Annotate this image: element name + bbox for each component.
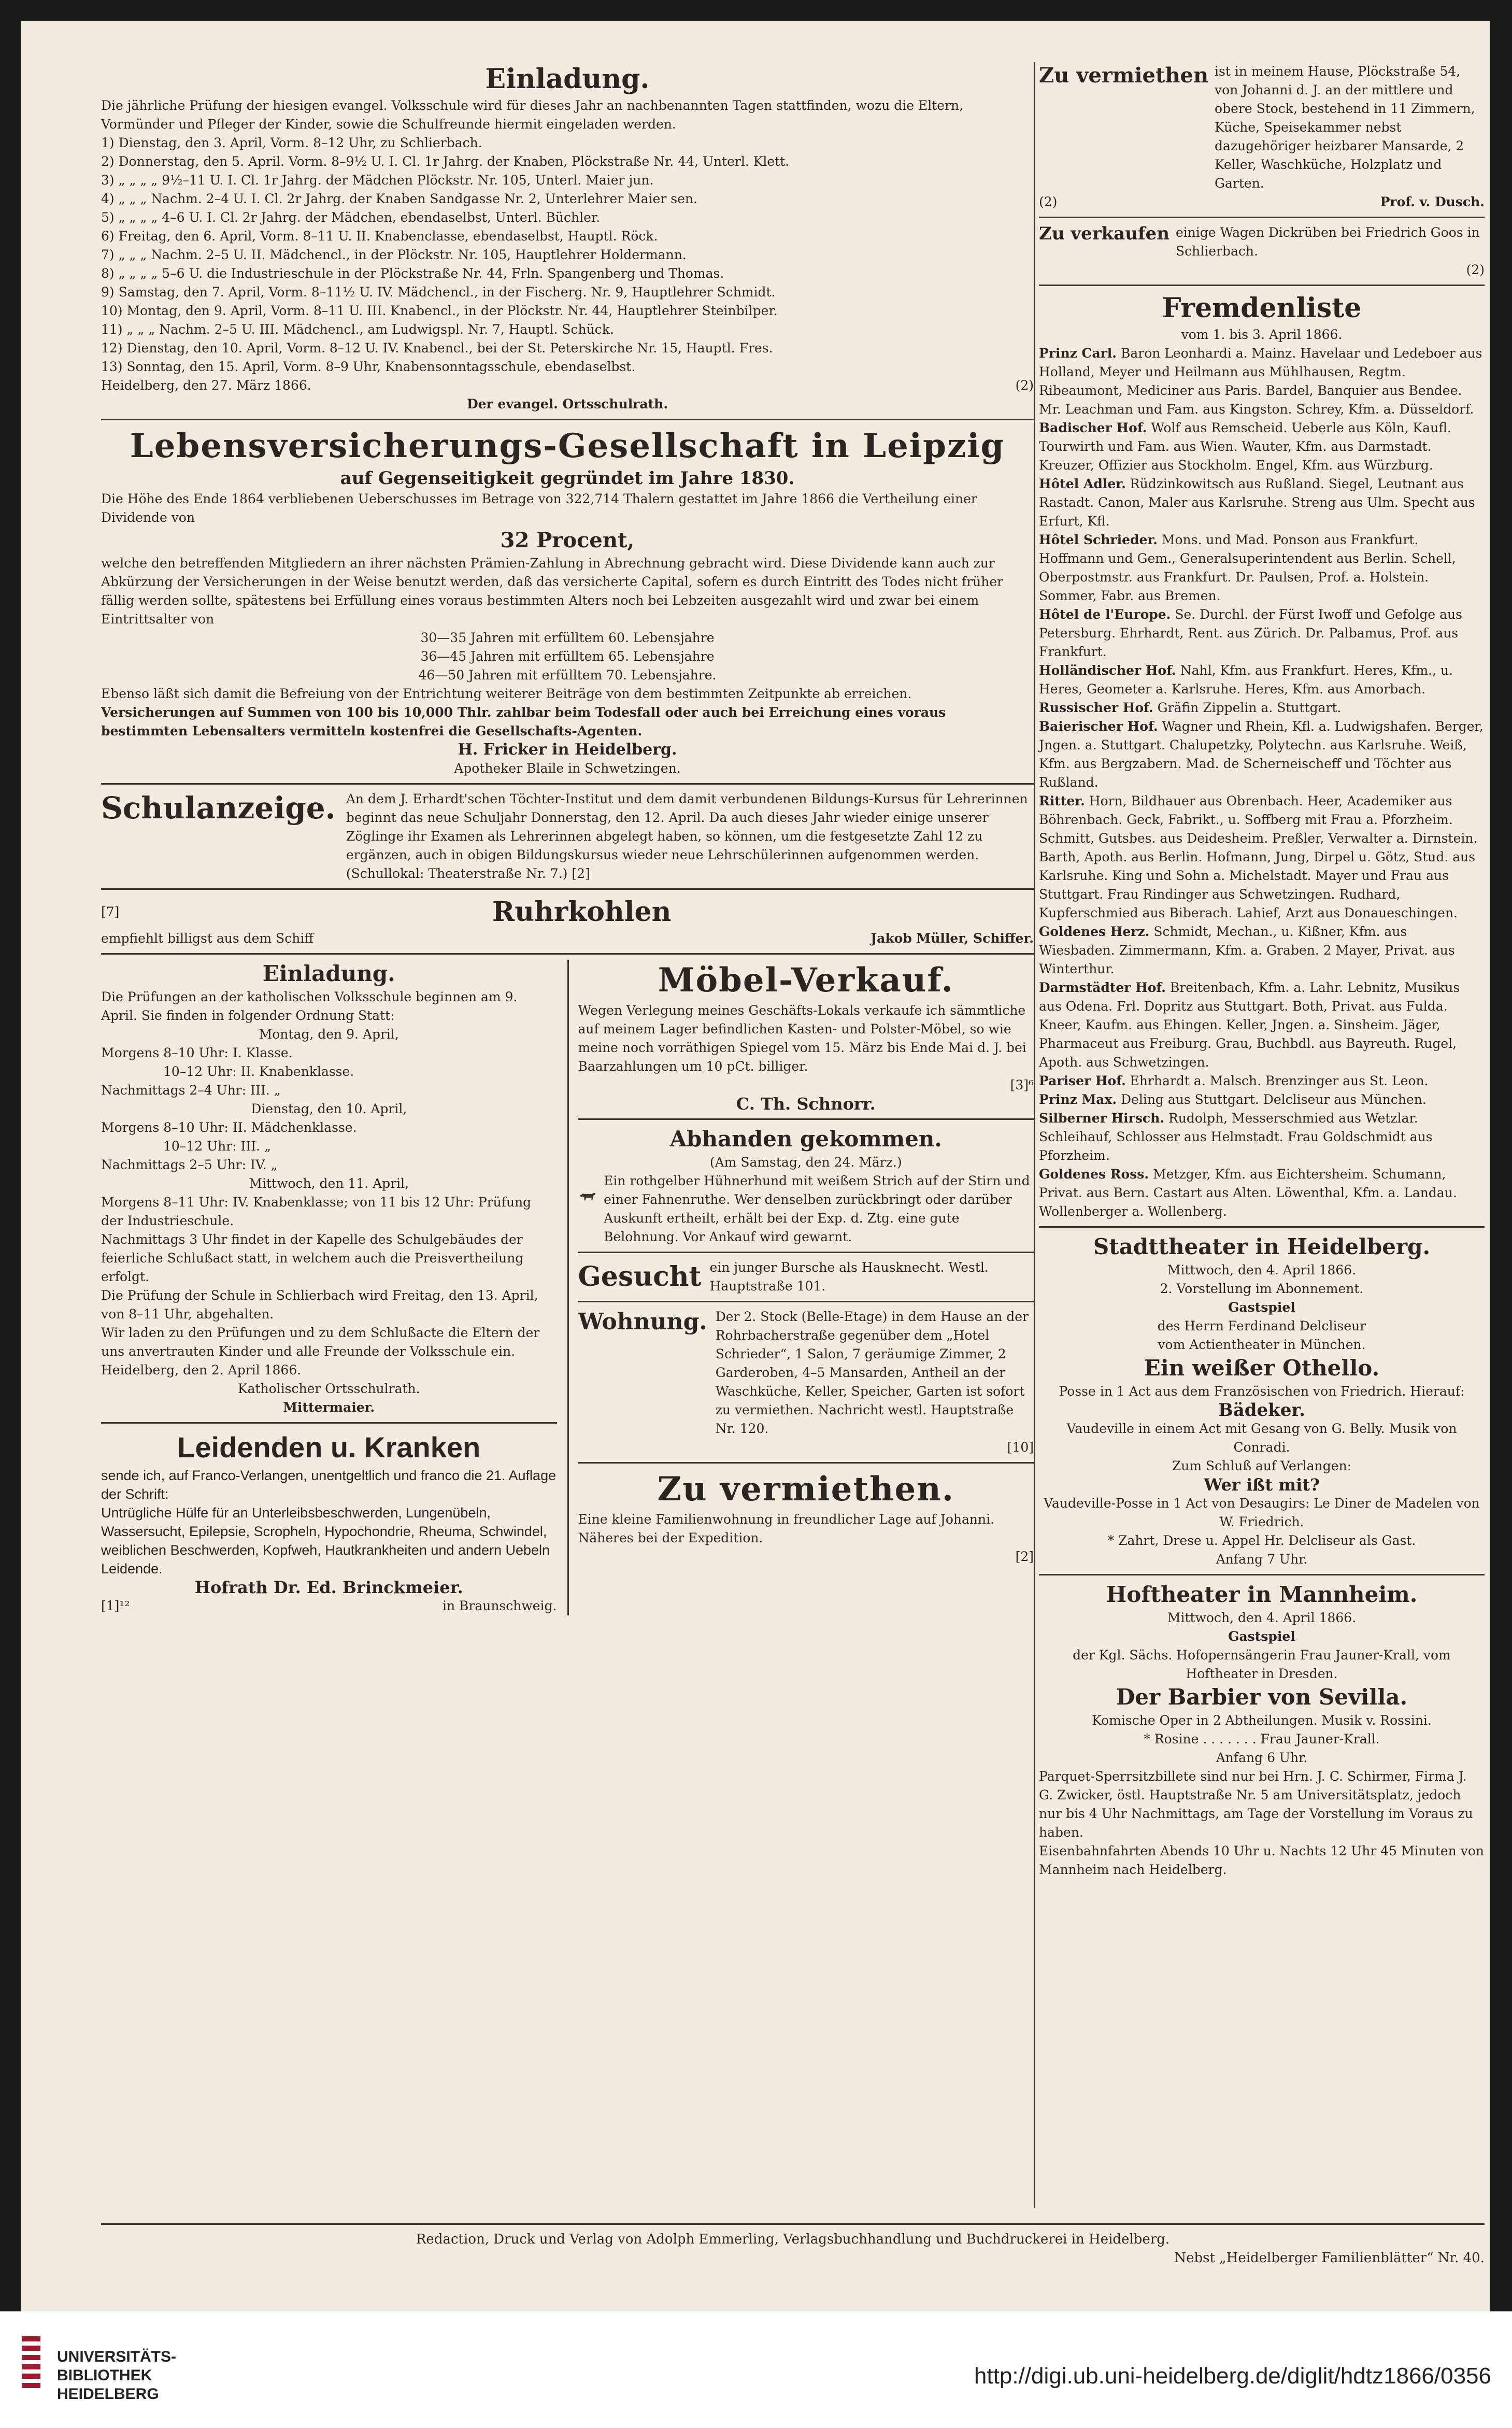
divider <box>578 1462 1034 1464</box>
leiden-text2: Untrügliche Hülfe für an Unterleibsbeschwerden, Lungenübeln, Wassersucht, Epilepsie, Scropheln, Hypochondrie, Rheuma, Schwindel, weiblichen Beschwerden, Kopfweh, Hautkrankheiten und andern Uebeln Leidende. <box>101 1505 550 1577</box>
library-logo-icon <box>15 2332 51 2410</box>
abhanden-ad <box>578 1125 1034 1246</box>
einladung-date: Heidelberg, den 27. März 1866. <box>101 378 311 393</box>
wohnung-ad <box>578 1308 1034 1457</box>
einladung-evangel <box>101 62 1034 414</box>
column-divider <box>1034 62 1035 2208</box>
divider <box>101 2223 1485 2225</box>
lebensversicherung-ad <box>101 425 1034 778</box>
list-item: 12) Dienstag, den 10. April, Vorm. 8–12 U. IV. Knabencl., bei der St. Peterskirche Nr. 15, Hauptl. Fres. <box>101 340 773 356</box>
fremden-title: Fremdenliste <box>1162 292 1362 324</box>
lower-left-col-b <box>567 960 1034 1615</box>
list-item: Badischer Hof. Wolf aus Remscheid. Ueberle aus Köln, Kaufl. Tourwirth und Fam. aus Wien. Wauter, Kfm. aus Darmstadt. Kreuzer, Offizier aus Stockholm. Engel, Kfm. aus Würzburg. <box>1039 420 1451 473</box>
wohnung-text: Der 2. Stock (Belle-Etage) in dem Hause an der Rohrbacherstraße gegenüber dem „Hotel Schrieder“, 1 Salon, 7 geräumige Zimmer, 2 Garderoben, 4–5 Mansarden, Antheil an der Waschküche, Keller, Speicher, Garten ist sofort zu vermiethen. Nachricht westl. Hauptstraße Nr. 120. <box>715 1309 1029 1436</box>
list-item: Russischer Hof. Gräfin Zippelin a. Stuttgart. <box>1039 700 1342 715</box>
list-item: 2) Donnerstag, den 5. April. Vorm. 8–9½ U. I. Cl. 1r Jahrg. der Knaben, Plöckstraße Nr. 44, Unterl. Klett. <box>101 154 790 169</box>
moebel-text: Wegen Verlegung meines Geschäfts-Lokals verkaufe ich sämmtliche auf meinem Lager befindlichen Kasten- und Polster-Möbel, so wie meine noch vorräthigen Spiegel vom 15. März bis Ende Mai d. J. bei Baarzahlungen um 10 pCt. billiger. <box>578 1003 1026 1074</box>
list-item: 13) Sonntag, den 15. April, Vorm. 8–9 Uhr, Knabensonntagsschule, ebendaselbst. <box>101 359 636 374</box>
wohnung-title: Wohnung. <box>578 1309 707 1335</box>
leben-agent-2: Apotheker Blaile in Schwetzingen. <box>454 761 681 776</box>
stadttheater-play: Ein weißer Othello. <box>1144 1355 1380 1381</box>
verkaufen-title: Zu verkaufen <box>1039 223 1169 244</box>
imprint-line: Nebst „Heidelberger Familienblätter“ Nr. 40. <box>1174 2250 1485 2266</box>
hoftheater-line: der Kgl. Sächs. Hofopernsängerin Frau Jauner-Krall, vom Hoftheater in Dresden. <box>1073 1648 1451 1681</box>
kath-line: Katholischer Ortsschulrath. <box>237 1381 420 1396</box>
stadttheater-date: Mittwoch, den 4. April 1866. <box>1167 1262 1357 1277</box>
kath-line: Montag, den 9. April, <box>259 1027 399 1042</box>
einladung-footer <box>101 376 1034 395</box>
library-name-line: UNIVERSITÄTS- <box>57 2348 177 2365</box>
leiden-sig: Hofrath Dr. Ed. Brinckmeier. <box>194 1578 463 1597</box>
zuverm-text: ist in meinem Hause, Plöckstraße 54, von Johanni d. J. an der mittlere und obere Stock, bestehend in 11 Zimmern, Küche, Speisekammer nebst dazugehöriger heizbarer Mansarde, 2 Keller, Waschküche, Holzplatz und Garten. <box>1215 64 1475 191</box>
divider <box>1039 285 1485 286</box>
list-item: Hôtel de l'Europe. Se. Durchl. der Fürst Iwoff und Gefolge aus Petersburg. Ehrhardt, Rent. aus Zürich. Dr. Palbamus, Prof. aus Frankfurt. <box>1039 607 1462 659</box>
zuverm-title: Zu vermiethen <box>1039 63 1209 88</box>
divider <box>101 888 1034 890</box>
verkaufen-ref: (2) <box>1466 262 1485 277</box>
divider <box>1039 217 1485 218</box>
kath-line: Nachmittags 2–4 Uhr: III. „ <box>101 1083 281 1098</box>
moebel-ref: [3]⁶ <box>1010 1077 1034 1092</box>
leben-p3: Ebenso läßt sich damit die Befreiung von der Entrichtung weiterer Beiträge von dem bestimmten Zeitpunkte ab erreichen. <box>101 686 912 701</box>
ruhr-title: Ruhrkohlen <box>492 896 672 928</box>
stadttheater-play: Bädeker. <box>1218 1400 1305 1421</box>
source-url[interactable]: http://digi.ub.uni-heidelberg.de/diglit/hdtz1866/0356 <box>974 2363 1491 2389</box>
stadttheater-line: * Zahrt, Drese u. Appel Hr. Delcliseur als Gast. <box>1107 1533 1416 1548</box>
stadttheater-line: Vaudeville-Posse in 1 Act von Desaugirs: Le Diner de Madelen von W. Friedrich. <box>1044 1496 1480 1529</box>
zuverm-sig: Prof. v. Dusch. <box>1380 194 1485 209</box>
kath-line: Mittwoch, den 11. April, <box>249 1176 409 1191</box>
einladung-title: Einladung. <box>485 63 650 95</box>
ruhr-ref: [7] <box>101 904 120 919</box>
leiden-title: Leidenden u. Kranken <box>177 1431 481 1464</box>
leben-dividend: 32 Procent, <box>500 528 635 552</box>
kath-line: Nachmittags 3 Uhr findet in der Kapelle des Schulgebäudes der feierliche Schlußact statt, in welchem auch die Preisvertheilung erfolgt. <box>101 1232 524 1284</box>
schulanzeige-ad <box>101 790 1034 883</box>
vermieth-title: Zu vermiethen. <box>657 1470 955 1509</box>
divider <box>101 1422 557 1424</box>
hoftheater-title: Hoftheater in Mannheim. <box>1106 1582 1418 1607</box>
stadttheater-line: Vaudeville in einem Act mit Gesang von G. Belly. Musik von Conradi. <box>1066 1421 1457 1455</box>
library-name <box>57 2348 176 2404</box>
fremdenliste <box>1039 291 1485 1221</box>
stadttheater-line: Zum Schluß auf Verlangen: <box>1172 1458 1352 1473</box>
list-item: 5) „ „ „ „ 4–6 U. I. Cl. 2r Jahrg. der Mädchen, ebendaselbst, Unterl. Büchler. <box>101 210 601 225</box>
list-item: Silberner Hirsch. Rudolph, Messerschmied aus Wetzlar. Schleihauf, Schlosser aus Helmstadt. Frau Goldschmidt aus Pforzheim. <box>1039 1111 1433 1163</box>
moebel-ad <box>578 960 1034 1113</box>
lower-left-col-a <box>101 960 557 1615</box>
list-item: 6) Freitag, den 6. April, Vorm. 8–11 U. II. Knabenclasse, ebendaselbst, Hauptl. Röck. <box>101 229 658 244</box>
schul-title: Schulanzeige. <box>101 790 336 826</box>
list-item: 7) „ „ „ Nachm. 2–5 U. II. Mädchencl., in der Plöckstr. Nr. 105, Hauptlehrer Holdermann. <box>101 247 687 262</box>
kath-intro: Die Prüfungen an der katholischen Volksschule beginnen am 9. April. Sie finden in folgender Ordnung Statt: <box>101 989 518 1023</box>
gesucht-ad <box>578 1258 1034 1296</box>
vermieth-ref: [2] <box>1015 1549 1034 1564</box>
leben-p4: Versicherungen auf Summen von 100 bis 10,000 Thlr. zahlbar beim Todesfall oder auch bei Erreichung eines voraus bestimmten Lebensalters vermitteln kostenfrei die Gesellschafts-Agenten. <box>101 705 946 739</box>
kath-line: Morgens 8–11 Uhr: IV. Knabenklasse; von 11 bis 12 Uhr: Prüfung der Industrieschule. <box>101 1195 532 1228</box>
list-item: Darmstädter Hof. Breitenbach, Kfm. a. Lahr. Lebnitz, Musikus aus Odena. Frl. Dopritz aus Stuttgart. Both, Privat. aus Fulda. Kneer, Kaufm. aus Ehingen. Keller, Jngen. a. Sinsheim. Jäger, Pharmaceut aus Freiburg. Grau, Buchbdl. aus Bayreuth. Rugel, Apoth. aus Schwetzingen. <box>1039 980 1460 1070</box>
zu-vermiethen-ad <box>1039 62 1485 211</box>
kath-line: Heidelberg, den 2. April 1866. <box>101 1362 302 1378</box>
leben-agent-1: H. Fricker in Heidelberg. <box>458 741 677 759</box>
einladung-intro: Die jährliche Prüfung der hiesigen evangel. Volksschule wird für dieses Jahr an nachbenannten Tagen stattfinden, wozu die Eltern, Vormünder und Pfleger der Kinder, sowie die Schulfreunde hiermit eingeladen werden. <box>101 98 964 132</box>
moebel-title: Möbel-Verkauf. <box>658 961 954 1000</box>
wohnung-ref: [10] <box>1007 1440 1034 1455</box>
stadttheater-play: Wer ißt mit? <box>1204 1475 1320 1495</box>
ruhr-text: empfiehlt billigst aus dem Schiff <box>101 931 314 946</box>
moebel-sig: C. Th. Schnorr. <box>736 1094 876 1114</box>
kath-line: 10–12 Uhr: II. Knabenklasse. <box>163 1064 354 1079</box>
divider <box>101 419 1034 420</box>
hoftheater-line: * Rosine . . . . . . . Frau Jauner-Krall. <box>1144 1731 1380 1747</box>
hoftheater-date: Mittwoch, den 4. April 1866. <box>1167 1610 1357 1625</box>
gesucht-text: ein junger Bursche als Hausknecht. Westl. Hauptstraße 101. <box>709 1260 989 1294</box>
left-column <box>101 62 1034 1615</box>
zu-verkaufen-ad <box>1039 223 1485 279</box>
list-item: 10) Montag, den 9. April, Vorm. 8–11 U. III. Knabencl., in der Plöckstr. Nr. 44, Hauptlehrer Steinbilper. <box>101 303 778 318</box>
library-name-line: HEIDELBERG <box>57 2386 159 2403</box>
divider <box>578 1118 1034 1120</box>
divider <box>1039 1226 1485 1228</box>
schul-text: An dem J. Erhardt'schen Töchter-Institut und dem damit verbundenen Bildungs-Kursus für Lehrerinnen beginnt das neue Schuljahr Donnerstag, den 12. April. Da auch dieses Jahr wieder einige unserer Zöglinge ihr Examen als Lehrerinnen abgelegt haben, so können, um die festgesetzte Zahl 12 zu ergänzen, auch in obigen Bildungskursus wieder neue Lehrschülerinnen aufgenommen werden. (Schullokal: Theaterstraße Nr. 7.) [2] <box>346 791 1028 881</box>
stadttheater-line: Gastspiel <box>1228 1300 1295 1315</box>
hoftheater-play: Der Barbier von Sevilla. <box>1116 1684 1408 1710</box>
list-item: Pariser Hof. Ehrhardt a. Malsch. Brenzinger aus St. Leon. <box>1039 1073 1429 1088</box>
leben-p1: Die Höhe des Ende 1864 verbliebenen Ueberschusses im Betrage von 322,714 Thalern gestattet im Jahre 1866 die Vertheilung einer Dividende von <box>101 491 977 525</box>
stadttheater-line: Posse in 1 Act aus dem Französischen von Friedrich. Hierauf: <box>1059 1384 1465 1399</box>
list-item: Baierischer Hof. Wagner und Rhein, Kfl. a. Ludwigshafen. Berger, Jngen. a. Stuttgart. Chalupetzky, Polytechn. aus Karlsruhe. Weiß, Kfm. aus Bergzabern. Mad. de Scherneischeff und Töchter aus Rußland. <box>1039 719 1484 790</box>
hoftheater-line: Komische Oper in 2 Abtheilungen. Musik v. Rossini. <box>1092 1713 1432 1728</box>
kath-line: Morgens 8–10 Uhr: I. Klasse. <box>101 1045 293 1060</box>
divider <box>1039 1574 1485 1575</box>
leben-p2: welche den betreffenden Mitgliedern an ihrer nächsten Prämien-Zahlung in Abrechnung gebracht wird. Diese Dividende kann auch zur Abkürzung der Versicherungen in der Weise benutzt werden, daß das versicherte Capital, sofern es durch Eintritt des Todes nicht früher fällig werden sollte, spätestens bei Erfüllung eines voraus bestimmten Alters noch bei Lebzeiten ausgezahlt wird und zwar bei einem Eintrittsalter von <box>101 556 1004 627</box>
list-item: 4) „ „ „ Nachm. 2–4 U. I. Cl. 2r Jahrg. der Knaben Sandgasse Nr. 2, Unterlehrer Maier sen. <box>101 191 697 206</box>
abhanden-date: (Am Samstag, den 24. März.) <box>709 1155 902 1170</box>
hoftheater-line: Anfang 6 Uhr. <box>1216 1750 1308 1765</box>
fremden-date: vom 1. bis 3. April 1866. <box>1181 327 1343 342</box>
leben-age-1: 30—35 Jahren mit erfülltem 60. Lebensjahre <box>420 630 715 645</box>
library-footer <box>0 2311 1512 2428</box>
list-item: Holländischer Hof. Nahl, Kfm. aus Frankfurt. Heres, Kfm., u. Heres, Geometer a. Karlsruhe. Heres, Kfm. aus Amorbach. <box>1039 663 1453 697</box>
list-item: 1) Dienstag, den 3. April, Vorm. 8–12 Uhr, zu Schlierbach. <box>101 135 482 150</box>
vermieth-text: Eine kleine Familienwohnung in freundlicher Lage auf Johanni. Näheres bei der Expedition. <box>578 1512 995 1545</box>
list-item: Ritter. Horn, Bildhauer aus Obrenbach. Heer, Academiker aus Böhrenbach. Geck, Fabrikt., u. Soffberg mit Frau a. Pforzheim. Schmitt, Gutsbes. aus Deidesheim. Preßler, Verwalter a. Dirnstein. Barth, Apoth. aus Berlin. Hofmann, Jung, Dirpel u. Götz, Stud. aus Karlsruhe. King und Sohn a. Michelstadt. Mayer und Frau aus Stuttgart. Frau Rindinger aus Schwetzingen. Rudhard, Kupferschmied aus Biberach. Lahief, Arzt aus Donaueschingen. <box>1039 793 1478 920</box>
leben-title: Lebensversicherungs-Gesellschaft in Leipzig <box>130 427 1005 465</box>
divider <box>101 783 1034 785</box>
leidenden-ad <box>101 1429 557 1615</box>
kath-title: Einladung. <box>262 961 395 986</box>
hoftheater-ad <box>1039 1581 1485 1879</box>
divider <box>578 1301 1034 1302</box>
list-item: 11) „ „ „ Nachm. 2–5 U. III. Mädchencl., am Ludwigspl. Nr. 7, Hauptl. Schück. <box>101 322 614 337</box>
einladung-ref: (2) <box>1015 378 1034 393</box>
ruhrkohlen-ad <box>101 895 1034 948</box>
list-item: Prinz Max. Deling aus Stuttgart. Delcliseur aus München. <box>1039 1092 1427 1107</box>
ruhr-sig: Jakob Müller, Schiffer. <box>871 931 1034 946</box>
leiden-text: sende ich, auf Franco-Verlangen, unentgeltlich und franco die 21. Auflage der Schrift: <box>101 1468 557 1502</box>
right-column <box>1039 62 1485 1879</box>
kath-line: Morgens 8–10 Uhr: II. Mädchenklasse. <box>101 1120 357 1135</box>
stadttheater-line: vom Actientheater in München. <box>1158 1337 1366 1352</box>
leben-age-2: 36—45 Jahren mit erfülltem 65. Lebensjahre <box>420 649 715 664</box>
kath-signer: Mittermaier. <box>283 1400 375 1415</box>
list-item: Hôtel Adler. Rüdzinkowitsch aus Rußland. Siegel, Leutnant aus Rastadt. Canon, Maler aus Karlsruhe. Streng aus Ulm. Specht aus Erfurt, Kfl. <box>1039 476 1475 529</box>
stadttheater-title: Stadttheater in Heidelberg. <box>1093 1234 1431 1259</box>
abhanden-text: Ein rothgelber Hühnerhund mit weißem Strich auf der Stirn und einer Fahnenruthe. Wer denselben zurückbringt oder darüber Auskunft ertheilt, erhält bei der Exp. d. Ztg. eine gute Belohnung. Vor Ankauf wird gewarnt. <box>604 1173 1030 1244</box>
stadttheater-ad <box>1039 1233 1485 1569</box>
verkaufen-text: einige Wagen Dickrüben bei Friedrich Goos in Schlierbach. <box>1175 225 1480 259</box>
divider <box>578 1252 1034 1253</box>
list-item: 8) „ „ „ „ 5–6 U. die Industrieschule in der Plöckstraße Nr. 44, Frln. Spangenberg und Thomas. <box>101 266 724 281</box>
hoftheater-line: Eisenbahnfahrten Abends 10 Uhr u. Nachts 12 Uhr 45 Minuten von Mannheim nach Heidelberg. <box>1039 1843 1484 1877</box>
einladung-kath <box>101 960 557 1417</box>
divider <box>101 953 1034 955</box>
leiden-place: in Braunschweig. <box>442 1598 557 1613</box>
kath-line: Dienstag, den 10. April, <box>251 1101 407 1116</box>
newspaper-page <box>21 21 1490 2311</box>
vermieth-ad <box>578 1469 1034 1566</box>
list-item: Goldenes Ross. Metzger, Kfm. aus Eichtersheim. Schumann, Privat. aus Bern. Castart aus Alten. Löwenthal, Kfm. a. Landau. Wollenberger a. Wollenberg. <box>1039 1167 1457 1219</box>
lower-left-two-columns <box>101 960 1034 1615</box>
leben-age-3: 46—50 Jahren mit erfülltem 70. Lebensjahre. <box>418 668 717 683</box>
hoftheater-line: Gastspiel <box>1228 1629 1295 1644</box>
list-item: Goldenes Herz. Schmidt, Mechan., u. Kißner, Kfm. aus Wiesbaden. Zimmermann, Kfm. a. Graben. 2 Mayer, Privat. aus Winterthur. <box>1039 924 1455 976</box>
library-name-line: BIBLIOTHEK <box>57 2367 152 2384</box>
zuverm-ref: (2) <box>1039 194 1058 209</box>
stadttheater-line: 2. Vorstellung im Abonnement. <box>1160 1281 1364 1296</box>
leiden-ref: [1]¹² <box>101 1598 130 1613</box>
stadttheater-line: Anfang 7 Uhr. <box>1216 1552 1308 1567</box>
list-item: 9) Samstag, den 7. April, Vorm. 8–11½ U. IV. Mädchencl., in der Fischerg. Nr. 9, Hauptlehrer Schmidt. <box>101 285 776 300</box>
list-item: Hôtel Schrieder. Mons. und Mad. Ponson aus Frankfurt. Hoffmann und Gem., Generalsuperintendent aus Berlin. Schell, Oberpostmstr. aus Frankfurt. Dr. Paulsen, Prof. a. Holstein. Sommer, Fabr. aus Bremen. <box>1039 532 1456 603</box>
kath-line: Nachmittags 2–5 Uhr: IV. „ <box>101 1157 278 1172</box>
list-item: Prinz Carl. Baron Leonhardi a. Mainz. Havelaar und Ledeboer aus Holland, Meyer und Heilmann aus Mühlhausen, Regtm. Ribeaumont, Mediciner aus Paris. Bardel, Banquier aus Bendee. Mr. Leachman und Fam. aus Kingston. Schrey, Kfm. a. Düsseldorf. <box>1039 346 1482 417</box>
gesucht-title: Gesucht <box>578 1261 702 1293</box>
kath-line: 10–12 Uhr: III. „ <box>163 1139 272 1154</box>
kath-line: Die Prüfung der Schule in Schlierbach wird Freitag, den 13. April, von 8–11 Uhr, abgehalten. <box>101 1288 538 1322</box>
stadttheater-line: des Herrn Ferdinand Delcliseur <box>1157 1318 1366 1333</box>
imprint-line: Redaction, Druck und Verlag von Adolph Emmerling, Verlagsbuchhandlung und Buchdruckerei in Heidelberg. <box>416 2232 1170 2247</box>
leben-subtitle: auf Gegenseitigkeit gegründet im Jahre 1830. <box>340 468 795 489</box>
abhanden-title: Abhanden gekommen. <box>669 1126 942 1152</box>
list-item: 3) „ „ „ „ 9½–11 U. I. Cl. 1r Jahrg. der Mädchen Plöckstr. Nr. 105, Unterl. Maier jun. <box>101 173 654 188</box>
kath-line: Wir laden zu den Prüfungen und zu dem Schlußacte die Eltern der uns anvertrauten Kinder und alle Freunde der Volksschule ein. <box>101 1325 540 1359</box>
einladung-list <box>101 134 1034 376</box>
einladung-signer: Der evangel. Ortsschulrath. <box>466 396 668 411</box>
dog-icon <box>578 1172 597 1218</box>
hoftheater-line: Parquet-Sperrsitzbillete sind nur bei Hrn. J. C. Schirmer, Firma J. G. Zwicker, östl. Hauptstraße Nr. 5 am Universitätsplatz, jedoch nur bis 4 Uhr Nachmittags, am Tage der Vorstellung im Voraus zu haben. <box>1039 1769 1473 1840</box>
imprint <box>101 2218 1485 2267</box>
